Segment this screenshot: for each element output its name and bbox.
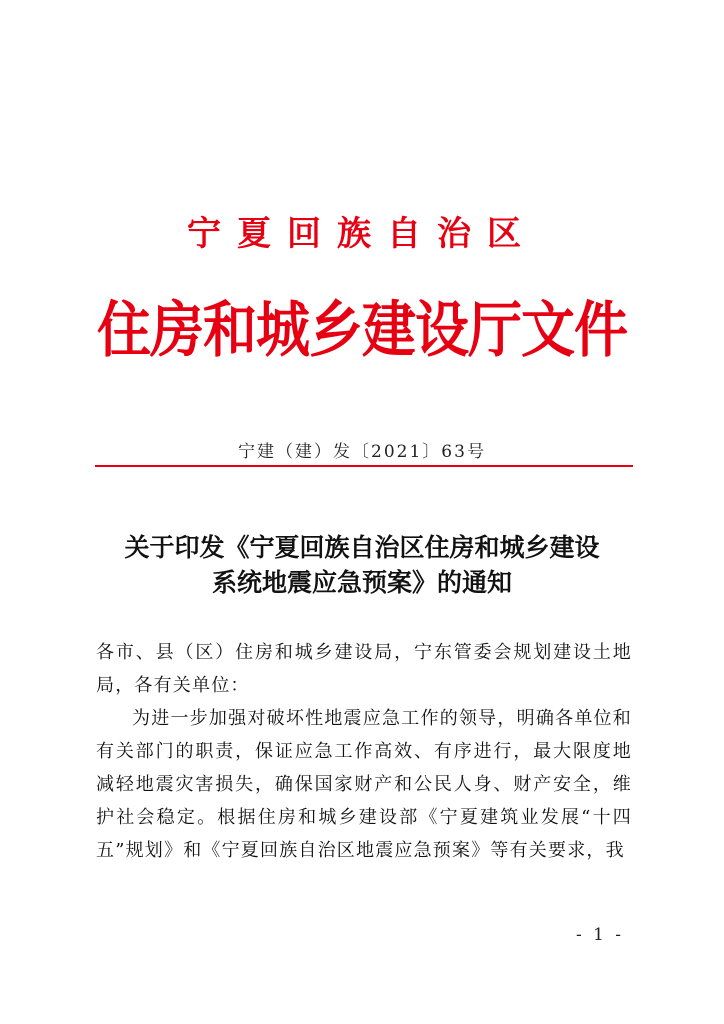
document-number: 宁建（建）发〔2021〕63号 xyxy=(238,442,486,462)
body-paragraph: 为进一步加强对破坏性地震应急工作的领导，明确各单位和有关部门的职责，保证应急工作高效、有序进行，最大限度地减轻地震灾害损失，确保国家财产和公民人身、财产安全，维护社会稳定。根据住房和城乡建设部《宁夏建筑业发展“十四五”规划》和《宁夏回族自治区地震应急预案》等有关要求，我 xyxy=(96,708,632,861)
red-divider-line xyxy=(95,465,633,467)
page-number: - 1 - xyxy=(575,925,625,945)
agency-name-line2: 住房和城乡建设厅文件 xyxy=(97,293,627,365)
addressee-paragraph: 各市、县（区）住房和城乡建设局，宁东管委会规划建设土地局，各有关单位： xyxy=(96,642,632,696)
document-body xyxy=(96,636,632,867)
agency-name-line1: 宁夏回族自治区 xyxy=(187,214,537,254)
document-title xyxy=(90,530,634,600)
document-title-line1: 关于印发《宁夏回族自治区住房和城乡建设 xyxy=(124,533,600,562)
document-title-line2: 系统地震应急预案》的通知 xyxy=(211,568,512,597)
